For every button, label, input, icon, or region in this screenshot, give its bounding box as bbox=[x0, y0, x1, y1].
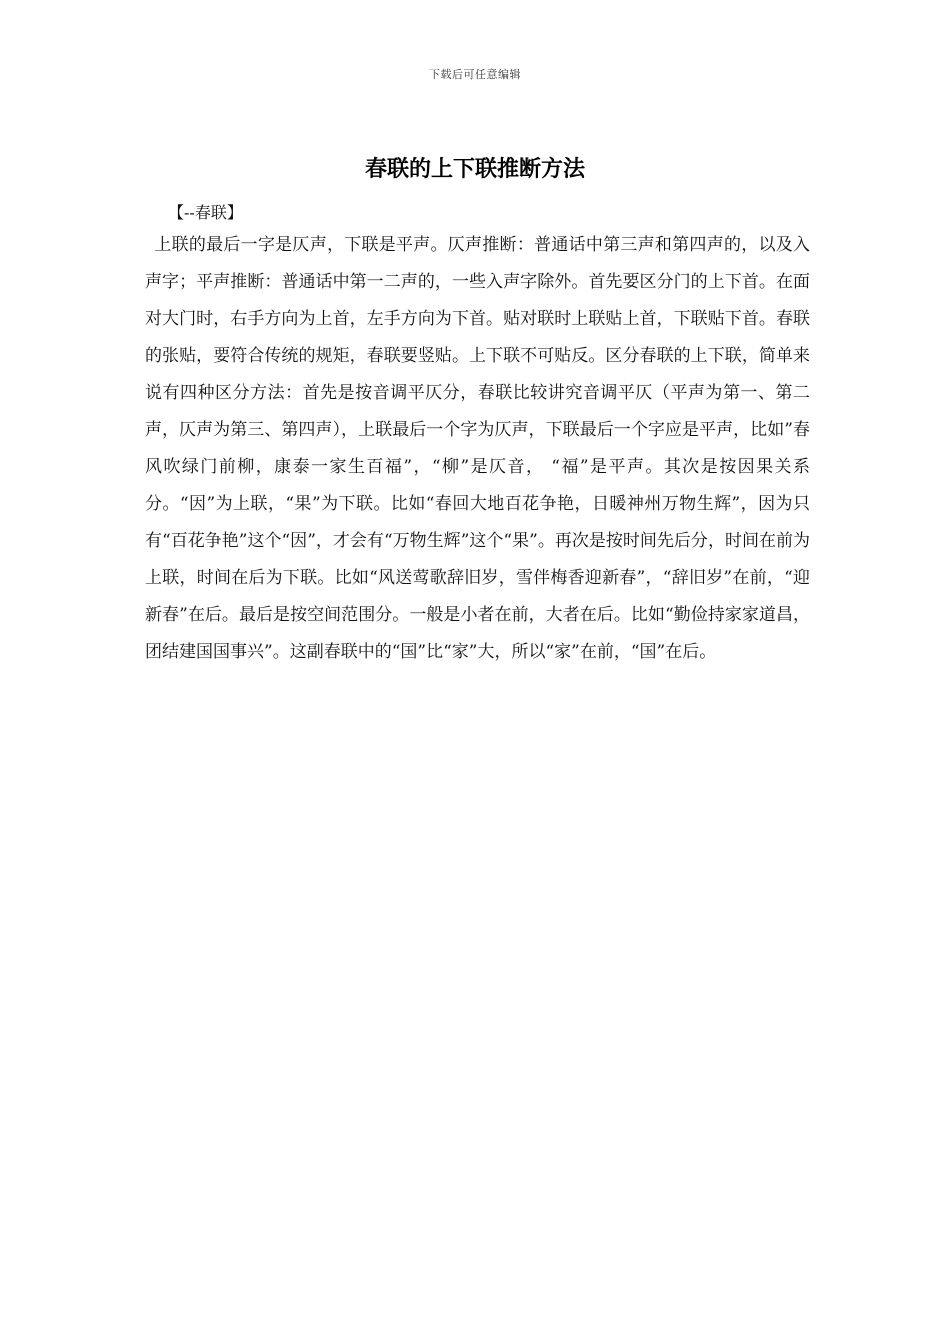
document-tag: 【--春联】 bbox=[168, 203, 243, 222]
document-title: 春联的上下联推断方法 bbox=[364, 156, 585, 182]
document-body-paragraph: 上联的最后一字是仄声，下联是平声。仄声推断：普通话中第三声和第四声的，以及入声字；平声推断：普通话中第一二声的，一些入声字除外。首先要区分门的上下首。在面对大门时，右手方向为上首，左手方向为下首。贴对联时上联贴上首，下联贴下首。春联的张贴，要符合传统的规矩，春联要竖贴。上下联不可贴反。区分春联的上下联，简单来说有四种区分方法：首先是按音调平仄分，春联比较讲究音调平仄（平声为第一、第二声，仄声为第三、第四声），上联最后一个字为仄声，下联最后一个字应是平声，比如”春风吹绿门前柳，康泰一家生百福”，“柳”是仄音， “福”是平声。其次是按因果关系分。“因”为上联，“果”为下联。比如“春回大地百花争艳，日暖神州万物生辉”，因为只有“百花争艳”这个“因”，才会有“万物生辉”这个“果”。再次是按时间先后分，时间在前为上联，时间在后为下联。比如“风送莺歌辞旧岁，雪伴梅香迎新春”，“辞旧岁”在前，“迎新春”在后。最后是按空间范围分。一般是小者在前，大者在后。比如“勤俭持家家道昌，团结建国国事兴”。这副春联中的“国”比“家”大，所以“家”在前，“国”在后。 bbox=[145, 235, 810, 662]
page-header-note: 下载后可任意编辑 bbox=[429, 68, 521, 81]
